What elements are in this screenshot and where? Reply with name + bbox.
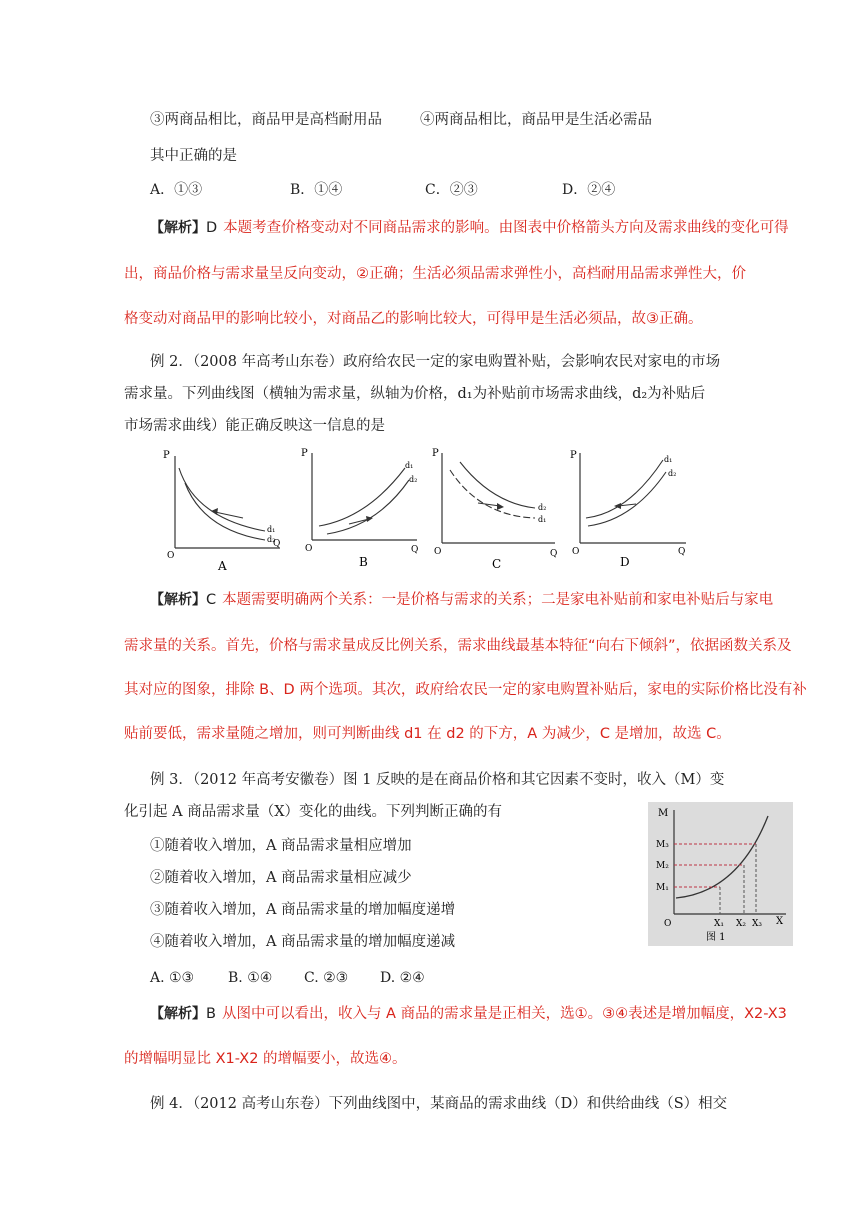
q1-option-c: C．②③ <box>425 182 478 198</box>
fig1-x1: X₁ <box>714 919 725 929</box>
fig1-m2: M₂ <box>656 861 669 871</box>
graph-c-q-label: Q <box>550 549 558 559</box>
graph-c-p-label: P <box>432 448 439 459</box>
q2-analysis-line-4: 贴前要低，需求量随之增加，则可判断曲线 d1 在 d2 的下方，A 为减少，C 是增加，故选 C。 <box>124 726 731 742</box>
q2-stem-2: 需求量。下列曲线图（横轴为需求量，纵轴为价格，d₁为补贴前市场需求曲线，d₂为补贴后 <box>124 386 706 402</box>
graph-b-d1: d₁ <box>405 461 414 470</box>
graph-d-q-label: Q <box>678 547 686 557</box>
q3-item-3: ③随着收入增加，A 商品需求量的增加幅度递增 <box>150 902 456 918</box>
q1-analysis-line-1 <box>150 218 789 238</box>
graph-b-o-label: O <box>305 544 313 554</box>
analysis-tag: 【解析】 <box>150 1006 206 1022</box>
analysis-tag: 【解析】 <box>150 592 206 608</box>
q1-answer: D <box>206 220 218 236</box>
q1-analysis-line-2: 出，商品价格与需求量呈反向变动，②正确；生活必须品需求弹性小，高档耐用品需求弹性大，价 <box>124 266 746 282</box>
q3-stem-1: 例 3．（2012 年高考安徽卷）图 1 反映的是在商品价格和其它因素不变时，收入（M）变 <box>150 772 725 788</box>
q1-analysis-line-3: 格变动对商品甲的影响比较小，对商品乙的影响比较大，可得甲是生活必须品，故③正确。 <box>124 311 703 327</box>
graph-d <box>568 448 698 573</box>
q3-option-c: C. ②③ <box>304 970 349 986</box>
graph-a-letter: A <box>218 559 227 573</box>
graph-a-q-label: Q <box>273 539 281 549</box>
graph-d-o-label: O <box>572 547 580 557</box>
q3-item-2: ②随着收入增加，A 商品需求量相应减少 <box>150 870 412 886</box>
fig1-m1: M₁ <box>656 883 669 893</box>
graph-d-d1: d₁ <box>664 455 673 464</box>
graph-a-d1: d₁ <box>267 525 276 534</box>
fig1-x3: X₃ <box>752 919 763 929</box>
graph-d-d2: d₂ <box>668 469 677 478</box>
graph-a-o-label: O <box>167 551 175 561</box>
figure-1 <box>648 802 793 946</box>
q1-prompt: 其中正确的是 <box>150 148 237 164</box>
graph-d-p-label: P <box>570 450 577 461</box>
q3-analysis-line-2: 的增幅明显比 X1-X2 的增幅要小，故选④。 <box>124 1051 407 1067</box>
graph-c-d1: d₁ <box>538 515 547 524</box>
q1-analysis-text-1: 本题考查价格变动对不同商品需求的影响。由图表中价格箭头方向及需求曲线的变化可得 <box>223 220 789 236</box>
graph-b-letter: B <box>359 555 368 569</box>
fig1-x-label: X <box>776 916 784 927</box>
q3-stem-2: 化引起 A 商品需求量（X）变化的曲线。下列判断正确的有 <box>124 804 503 820</box>
graph-a-p-label: P <box>163 450 170 461</box>
graph-c <box>430 448 565 573</box>
fig1-caption: 图 1 <box>706 932 726 943</box>
fig1-m-label: M <box>658 808 669 819</box>
q3-item-4: ④随着收入增加，A 商品需求量的增加幅度递减 <box>150 934 456 950</box>
graph-b-p-label: P <box>301 448 308 459</box>
q3-analysis-line-1 <box>150 1004 787 1024</box>
graph-a <box>155 448 285 573</box>
analysis-tag: 【解析】 <box>150 220 206 236</box>
q2-analysis-text-1: 本题需要明确两个关系：一是价格与需求的关系；二是家电补贴前和家电补贴后与家电 <box>222 592 774 608</box>
option-3-text: ③两商品相比，商品甲是高档耐用品 <box>150 112 382 128</box>
graph-b-q-label: Q <box>411 545 419 555</box>
graph-b <box>297 448 427 573</box>
q3-item-1: ①随着收入增加，A 商品需求量相应增加 <box>150 838 412 854</box>
option-4-text: ④两商品相比，商品甲是生活必需品 <box>420 112 652 128</box>
q3-option-d: D. ②④ <box>380 970 425 986</box>
q2-analysis-line-2: 需求量的关系。首先，价格与需求量成反比例关系，需求曲线最基本特征“向右下倾斜”，依据函数关系及 <box>124 638 792 654</box>
q4-stem: 例 4．（2012 高考山东卷）下列曲线图中，某商品的需求曲线（D）和供给曲线（S）相交 <box>150 1096 728 1112</box>
q2-analysis-line-1 <box>150 590 773 610</box>
q2-analysis-line-3: 其对应的图象，排除 B、D 两个选项。其次，政府给农民一定的家电购置补贴后，家电的实际价格比没有补 <box>124 682 807 698</box>
graph-d-letter: D <box>620 555 630 569</box>
fig1-x2: X₂ <box>736 919 747 929</box>
q2-answer: C <box>206 592 217 608</box>
graph-c-d2: d₂ <box>538 503 547 512</box>
q1-option-b: B．①④ <box>290 182 343 198</box>
graph-b-d2: d₂ <box>409 475 418 484</box>
fig1-o: O <box>664 919 672 929</box>
graph-c-o-label: O <box>434 547 442 557</box>
q3-option-a: A. ①③ <box>150 970 195 986</box>
q3-answer: B <box>206 1006 216 1022</box>
q1-option-a: A．①③ <box>150 182 203 198</box>
graph-a-d2: d₂ <box>267 535 276 544</box>
q2-stem-3: 市场需求曲线）能正确反映这一信息的是 <box>124 418 385 434</box>
fig1-m3: M₃ <box>656 840 669 850</box>
q1-option-d: D．②④ <box>562 182 616 198</box>
graph-c-letter: C <box>492 557 502 571</box>
q3-option-b: B. ①④ <box>228 970 273 986</box>
q2-stem-1: 例 2．（2008 年高考山东卷）政府给农民一定的家电购置补贴，会影响农民对家电的市场 <box>150 354 721 370</box>
q3-analysis-text-1: 从图中可以看出，收入与 A 商品的需求量是正相关，选①。③④表述是增加幅度，X2-X3 <box>221 1006 787 1022</box>
